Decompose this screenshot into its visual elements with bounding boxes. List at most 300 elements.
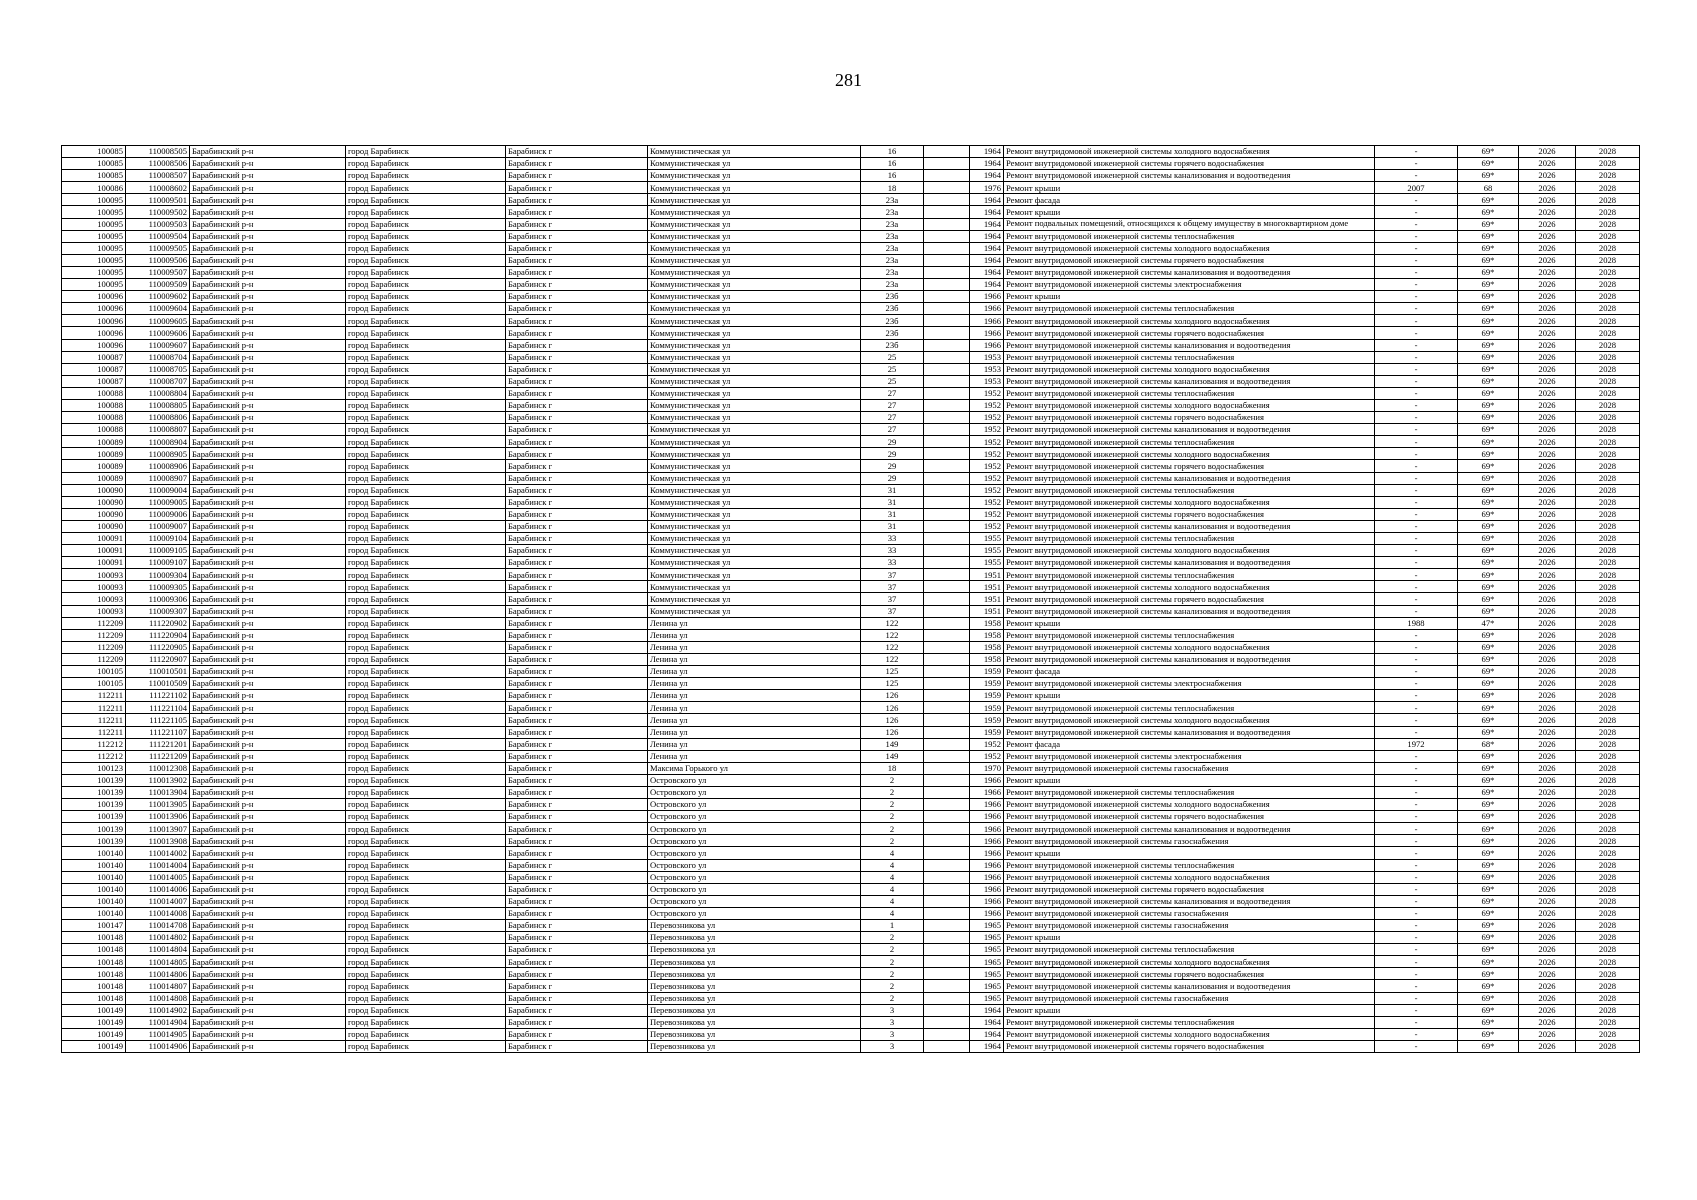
start-year-cell: 2026 xyxy=(1519,1016,1576,1028)
house-number-cell: 2 xyxy=(861,932,924,944)
building-cell xyxy=(924,291,970,303)
work-type-cell: Ремонт внутридомовой инженерной системы холодного водоснабжения xyxy=(1004,448,1375,460)
street-cell: Коммунистическая ул xyxy=(648,593,861,605)
building-cell xyxy=(924,399,970,411)
work-id-cell: 110009306 xyxy=(126,593,190,605)
municipality-cell: город Барабинск xyxy=(346,351,506,363)
district-cell: Барабинский р-н xyxy=(190,883,346,895)
last-repair-year-cell: - xyxy=(1375,424,1458,436)
last-repair-year-cell: - xyxy=(1375,254,1458,266)
district-cell: Барабинский р-н xyxy=(190,412,346,424)
work-id-cell: 110014902 xyxy=(126,1004,190,1016)
house-id-cell: 100139 xyxy=(62,774,126,786)
work-id-cell: 110008602 xyxy=(126,182,190,194)
district-cell: Барабинский р-н xyxy=(190,351,346,363)
settlement-cell: Барабинск г xyxy=(506,593,648,605)
building-cell xyxy=(924,327,970,339)
end-year-cell: 2028 xyxy=(1576,980,1640,992)
year-built-cell: 1952 xyxy=(970,399,1004,411)
district-cell: Барабинский р-н xyxy=(190,714,346,726)
municipality-cell: город Барабинск xyxy=(346,387,506,399)
work-id-cell: 111221105 xyxy=(126,714,190,726)
work-type-cell: Ремонт крыши xyxy=(1004,617,1375,629)
house-id-cell: 100140 xyxy=(62,895,126,907)
building-cell xyxy=(924,847,970,859)
wear-percent-cell: 69* xyxy=(1458,399,1519,411)
table-row xyxy=(62,992,1640,1004)
start-year-cell: 2026 xyxy=(1519,605,1576,617)
wear-percent-cell: 69* xyxy=(1458,520,1519,532)
district-cell: Барабинский р-н xyxy=(190,859,346,871)
wear-percent-cell: 69* xyxy=(1458,702,1519,714)
house-number-cell: 18 xyxy=(861,182,924,194)
wear-percent-cell: 69* xyxy=(1458,218,1519,230)
municipality-cell: город Барабинск xyxy=(346,218,506,230)
house-number-cell: 2 xyxy=(861,786,924,798)
district-cell: Барабинский р-н xyxy=(190,593,346,605)
street-cell: Коммунистическая ул xyxy=(648,327,861,339)
district-cell: Барабинский р-н xyxy=(190,484,346,496)
street-cell: Островского ул xyxy=(648,859,861,871)
end-year-cell: 2028 xyxy=(1576,387,1640,399)
table-row xyxy=(62,375,1640,387)
settlement-cell: Барабинск г xyxy=(506,823,648,835)
settlement-cell: Барабинск г xyxy=(506,303,648,315)
last-repair-year-cell: - xyxy=(1375,920,1458,932)
last-repair-year-cell: - xyxy=(1375,206,1458,218)
year-built-cell: 1964 xyxy=(970,266,1004,278)
wear-percent-cell: 69* xyxy=(1458,472,1519,484)
end-year-cell: 2028 xyxy=(1576,1004,1640,1016)
year-built-cell: 1955 xyxy=(970,533,1004,545)
municipality-cell: город Барабинск xyxy=(346,448,506,460)
settlement-cell: Барабинск г xyxy=(506,799,648,811)
house-number-cell: 2 xyxy=(861,774,924,786)
wear-percent-cell: 69* xyxy=(1458,327,1519,339)
house-id-cell: 112212 xyxy=(62,750,126,762)
table-row xyxy=(62,315,1640,327)
house-id-cell: 100147 xyxy=(62,920,126,932)
start-year-cell: 2026 xyxy=(1519,678,1576,690)
house-number-cell: 2 xyxy=(861,992,924,1004)
table-row xyxy=(62,617,1640,629)
district-cell: Барабинский р-н xyxy=(190,448,346,460)
district-cell: Барабинский р-н xyxy=(190,254,346,266)
start-year-cell: 2026 xyxy=(1519,569,1576,581)
last-repair-year-cell: - xyxy=(1375,279,1458,291)
settlement-cell: Барабинск г xyxy=(506,847,648,859)
table-row xyxy=(62,641,1640,653)
building-cell xyxy=(924,533,970,545)
start-year-cell: 2026 xyxy=(1519,351,1576,363)
start-year-cell: 2026 xyxy=(1519,158,1576,170)
work-id-cell: 110009507 xyxy=(126,266,190,278)
last-repair-year-cell: - xyxy=(1375,847,1458,859)
building-cell xyxy=(924,581,970,593)
year-built-cell: 1966 xyxy=(970,859,1004,871)
municipality-cell: город Барабинск xyxy=(346,702,506,714)
house-number-cell: 126 xyxy=(861,690,924,702)
table-row xyxy=(62,218,1640,230)
street-cell: Островского ул xyxy=(648,774,861,786)
end-year-cell: 2028 xyxy=(1576,158,1640,170)
year-built-cell: 1952 xyxy=(970,472,1004,484)
street-cell: Перевозникова ул xyxy=(648,968,861,980)
end-year-cell: 2028 xyxy=(1576,714,1640,726)
start-year-cell: 2026 xyxy=(1519,484,1576,496)
settlement-cell: Барабинск г xyxy=(506,895,648,907)
wear-percent-cell: 69* xyxy=(1458,944,1519,956)
work-id-cell: 110009501 xyxy=(126,194,190,206)
house-id-cell: 100088 xyxy=(62,387,126,399)
street-cell: Островского ул xyxy=(648,835,861,847)
house-number-cell: 23б xyxy=(861,315,924,327)
last-repair-year-cell: - xyxy=(1375,146,1458,158)
wear-percent-cell: 69* xyxy=(1458,641,1519,653)
municipality-cell: город Барабинск xyxy=(346,557,506,569)
work-id-cell: 110009509 xyxy=(126,279,190,291)
table-row xyxy=(62,823,1640,835)
last-repair-year-cell: - xyxy=(1375,194,1458,206)
end-year-cell: 2028 xyxy=(1576,811,1640,823)
house-id-cell: 100140 xyxy=(62,847,126,859)
municipality-cell: город Барабинск xyxy=(346,533,506,545)
year-built-cell: 1964 xyxy=(970,1040,1004,1052)
work-id-cell: 111220905 xyxy=(126,641,190,653)
settlement-cell: Барабинск г xyxy=(506,291,648,303)
street-cell: Коммунистическая ул xyxy=(648,436,861,448)
end-year-cell: 2028 xyxy=(1576,944,1640,956)
house-number-cell: 18 xyxy=(861,762,924,774)
end-year-cell: 2028 xyxy=(1576,436,1640,448)
last-repair-year-cell: - xyxy=(1375,799,1458,811)
work-type-cell: Ремонт внутридомовой инженерной системы холодного водоснабжения xyxy=(1004,581,1375,593)
district-cell: Барабинский р-н xyxy=(190,678,346,690)
work-id-cell: 110009004 xyxy=(126,484,190,496)
end-year-cell: 2028 xyxy=(1576,932,1640,944)
work-id-cell: 110014002 xyxy=(126,847,190,859)
work-type-cell: Ремонт внутридомовой инженерной системы электроснабжения xyxy=(1004,678,1375,690)
settlement-cell: Барабинск г xyxy=(506,738,648,750)
building-cell xyxy=(924,545,970,557)
street-cell: Коммунистическая ул xyxy=(648,569,861,581)
start-year-cell: 2026 xyxy=(1519,1040,1576,1052)
start-year-cell: 2026 xyxy=(1519,883,1576,895)
house-number-cell: 3 xyxy=(861,1040,924,1052)
municipality-cell: город Барабинск xyxy=(346,279,506,291)
work-id-cell: 110008507 xyxy=(126,170,190,182)
table-row xyxy=(62,956,1640,968)
work-id-cell: 110014008 xyxy=(126,907,190,919)
end-year-cell: 2028 xyxy=(1576,581,1640,593)
settlement-cell: Барабинск г xyxy=(506,653,648,665)
municipality-cell: город Барабинск xyxy=(346,726,506,738)
table-row xyxy=(62,545,1640,557)
wear-percent-cell: 69* xyxy=(1458,170,1519,182)
house-number-cell: 122 xyxy=(861,653,924,665)
house-number-cell: 4 xyxy=(861,883,924,895)
street-cell: Перевозникова ул xyxy=(648,944,861,956)
last-repair-year-cell: - xyxy=(1375,363,1458,375)
settlement-cell: Барабинск г xyxy=(506,702,648,714)
year-built-cell: 1966 xyxy=(970,907,1004,919)
table-row xyxy=(62,182,1640,194)
building-cell xyxy=(924,811,970,823)
start-year-cell: 2026 xyxy=(1519,956,1576,968)
last-repair-year-cell: - xyxy=(1375,593,1458,605)
building-cell xyxy=(924,448,970,460)
district-cell: Барабинский р-н xyxy=(190,303,346,315)
work-id-cell: 110008707 xyxy=(126,375,190,387)
house-id-cell: 100085 xyxy=(62,170,126,182)
table-row xyxy=(62,799,1640,811)
building-cell xyxy=(924,146,970,158)
municipality-cell: город Барабинск xyxy=(346,412,506,424)
house-id-cell: 100096 xyxy=(62,327,126,339)
wear-percent-cell: 69* xyxy=(1458,254,1519,266)
work-id-cell: 110009104 xyxy=(126,533,190,545)
settlement-cell: Барабинск г xyxy=(506,1004,648,1016)
building-cell xyxy=(924,666,970,678)
building-cell xyxy=(924,774,970,786)
end-year-cell: 2028 xyxy=(1576,702,1640,714)
work-id-cell: 110014807 xyxy=(126,980,190,992)
last-repair-year-cell: - xyxy=(1375,375,1458,387)
house-number-cell: 37 xyxy=(861,581,924,593)
work-type-cell: Ремонт внутридомовой инженерной системы теплоснабжения xyxy=(1004,351,1375,363)
municipality-cell: город Барабинск xyxy=(346,242,506,254)
wear-percent-cell: 69* xyxy=(1458,980,1519,992)
house-number-cell: 37 xyxy=(861,593,924,605)
district-cell: Барабинский р-н xyxy=(190,146,346,158)
end-year-cell: 2028 xyxy=(1576,835,1640,847)
district-cell: Барабинский р-н xyxy=(190,508,346,520)
house-id-cell: 100105 xyxy=(62,678,126,690)
end-year-cell: 2028 xyxy=(1576,593,1640,605)
house-number-cell: 3 xyxy=(861,1028,924,1040)
wear-percent-cell: 69* xyxy=(1458,907,1519,919)
house-id-cell: 100095 xyxy=(62,279,126,291)
district-cell: Барабинский р-н xyxy=(190,726,346,738)
year-built-cell: 1966 xyxy=(970,847,1004,859)
work-id-cell: 110014805 xyxy=(126,956,190,968)
table-row xyxy=(62,170,1640,182)
building-cell xyxy=(924,1040,970,1052)
street-cell: Перевозникова ул xyxy=(648,920,861,932)
district-cell: Барабинский р-н xyxy=(190,315,346,327)
street-cell: Ленина ул xyxy=(648,666,861,678)
end-year-cell: 2028 xyxy=(1576,629,1640,641)
wear-percent-cell: 69* xyxy=(1458,956,1519,968)
last-repair-year-cell: - xyxy=(1375,992,1458,1004)
district-cell: Барабинский р-н xyxy=(190,520,346,532)
street-cell: Ленина ул xyxy=(648,726,861,738)
municipality-cell: город Барабинск xyxy=(346,690,506,702)
building-cell xyxy=(924,375,970,387)
table-row xyxy=(62,569,1640,581)
settlement-cell: Барабинск г xyxy=(506,387,648,399)
house-number-cell: 27 xyxy=(861,387,924,399)
municipality-cell: город Барабинск xyxy=(346,1016,506,1028)
work-id-cell: 110009107 xyxy=(126,557,190,569)
house-id-cell: 100096 xyxy=(62,315,126,327)
year-built-cell: 1966 xyxy=(970,291,1004,303)
settlement-cell: Барабинск г xyxy=(506,339,648,351)
house-number-cell: 25 xyxy=(861,351,924,363)
work-type-cell: Ремонт внутридомовой инженерной системы холодного водоснабжения xyxy=(1004,399,1375,411)
work-id-cell: 110009504 xyxy=(126,230,190,242)
last-repair-year-cell: - xyxy=(1375,291,1458,303)
work-type-cell: Ремонт внутридомовой инженерной системы горячего водоснабжения xyxy=(1004,968,1375,980)
work-type-cell: Ремонт внутридомовой инженерной системы теплоснабжения xyxy=(1004,786,1375,798)
end-year-cell: 2028 xyxy=(1576,424,1640,436)
start-year-cell: 2026 xyxy=(1519,206,1576,218)
last-repair-year-cell: - xyxy=(1375,726,1458,738)
street-cell: Коммунистическая ул xyxy=(648,194,861,206)
last-repair-year-cell: - xyxy=(1375,1004,1458,1016)
year-built-cell: 1958 xyxy=(970,641,1004,653)
settlement-cell: Барабинск г xyxy=(506,968,648,980)
work-type-cell: Ремонт внутридомовой инженерной системы горячего водоснабжения xyxy=(1004,327,1375,339)
last-repair-year-cell: - xyxy=(1375,533,1458,545)
table-row xyxy=(62,279,1640,291)
building-cell xyxy=(924,593,970,605)
end-year-cell: 2028 xyxy=(1576,194,1640,206)
last-repair-year-cell: - xyxy=(1375,484,1458,496)
house-number-cell: 2 xyxy=(861,980,924,992)
work-id-cell: 110008904 xyxy=(126,436,190,448)
house-number-cell: 125 xyxy=(861,678,924,690)
table-row xyxy=(62,653,1640,665)
last-repair-year-cell: - xyxy=(1375,823,1458,835)
year-built-cell: 1959 xyxy=(970,690,1004,702)
work-id-cell: 111220902 xyxy=(126,617,190,629)
work-type-cell: Ремонт внутридомовой инженерной системы холодного водоснабжения xyxy=(1004,146,1375,158)
year-built-cell: 1959 xyxy=(970,666,1004,678)
table-row xyxy=(62,557,1640,569)
table-row xyxy=(62,520,1640,532)
last-repair-year-cell: - xyxy=(1375,690,1458,702)
settlement-cell: Барабинск г xyxy=(506,146,648,158)
house-id-cell: 100149 xyxy=(62,1016,126,1028)
municipality-cell: город Барабинск xyxy=(346,1028,506,1040)
house-id-cell: 100140 xyxy=(62,883,126,895)
work-type-cell: Ремонт подвальных помещений, относящихся к общему имуществу в многоквартирном доме xyxy=(1004,218,1375,230)
house-id-cell: 100139 xyxy=(62,799,126,811)
end-year-cell: 2028 xyxy=(1576,786,1640,798)
settlement-cell: Барабинск г xyxy=(506,774,648,786)
street-cell: Коммунистическая ул xyxy=(648,412,861,424)
start-year-cell: 2026 xyxy=(1519,762,1576,774)
municipality-cell: город Барабинск xyxy=(346,629,506,641)
work-type-cell: Ремонт внутридомовой инженерной системы теплоснабжения xyxy=(1004,702,1375,714)
municipality-cell: город Барабинск xyxy=(346,146,506,158)
building-cell xyxy=(924,653,970,665)
municipality-cell: город Барабинск xyxy=(346,750,506,762)
district-cell: Барабинский р-н xyxy=(190,182,346,194)
building-cell xyxy=(924,230,970,242)
table-row xyxy=(62,1040,1640,1052)
start-year-cell: 2026 xyxy=(1519,303,1576,315)
work-id-cell: 110009502 xyxy=(126,206,190,218)
work-id-cell: 110013905 xyxy=(126,799,190,811)
house-id-cell: 100105 xyxy=(62,666,126,678)
last-repair-year-cell: - xyxy=(1375,1028,1458,1040)
house-id-cell: 100091 xyxy=(62,533,126,545)
wear-percent-cell: 69* xyxy=(1458,895,1519,907)
street-cell: Перевозникова ул xyxy=(648,1004,861,1016)
house-id-cell: 100086 xyxy=(62,182,126,194)
end-year-cell: 2028 xyxy=(1576,508,1640,520)
district-cell: Барабинский р-н xyxy=(190,291,346,303)
work-id-cell: 110014708 xyxy=(126,920,190,932)
district-cell: Барабинский р-н xyxy=(190,871,346,883)
work-id-cell: 110008704 xyxy=(126,351,190,363)
wear-percent-cell: 69* xyxy=(1458,484,1519,496)
building-cell xyxy=(924,895,970,907)
wear-percent-cell: 69* xyxy=(1458,158,1519,170)
street-cell: Коммунистическая ул xyxy=(648,182,861,194)
table-row xyxy=(62,1028,1640,1040)
house-number-cell: 126 xyxy=(861,726,924,738)
end-year-cell: 2028 xyxy=(1576,266,1640,278)
settlement-cell: Барабинск г xyxy=(506,230,648,242)
settlement-cell: Барабинск г xyxy=(506,871,648,883)
building-cell xyxy=(924,980,970,992)
table-row xyxy=(62,762,1640,774)
house-id-cell: 100088 xyxy=(62,412,126,424)
house-id-cell: 112211 xyxy=(62,714,126,726)
district-cell: Барабинский р-н xyxy=(190,399,346,411)
year-built-cell: 1958 xyxy=(970,617,1004,629)
wear-percent-cell: 69* xyxy=(1458,496,1519,508)
house-number-cell: 122 xyxy=(861,641,924,653)
house-number-cell: 126 xyxy=(861,714,924,726)
work-type-cell: Ремонт внутридомовой инженерной системы теплоснабжения xyxy=(1004,533,1375,545)
work-type-cell: Ремонт внутридомовой инженерной системы канализования и водоотведения xyxy=(1004,557,1375,569)
end-year-cell: 2028 xyxy=(1576,823,1640,835)
municipality-cell: город Барабинск xyxy=(346,254,506,266)
district-cell: Барабинский р-н xyxy=(190,653,346,665)
last-repair-year-cell: - xyxy=(1375,907,1458,919)
wear-percent-cell: 69* xyxy=(1458,629,1519,641)
start-year-cell: 2026 xyxy=(1519,375,1576,387)
year-built-cell: 1964 xyxy=(970,170,1004,182)
year-built-cell: 1966 xyxy=(970,786,1004,798)
table-row xyxy=(62,1004,1640,1016)
start-year-cell: 2026 xyxy=(1519,1004,1576,1016)
work-type-cell: Ремонт внутридомовой инженерной системы холодного водоснабжения xyxy=(1004,714,1375,726)
last-repair-year-cell: - xyxy=(1375,605,1458,617)
end-year-cell: 2028 xyxy=(1576,206,1640,218)
municipality-cell: город Барабинск xyxy=(346,944,506,956)
house-id-cell: 100091 xyxy=(62,557,126,569)
settlement-cell: Барабинск г xyxy=(506,835,648,847)
district-cell: Барабинский р-н xyxy=(190,968,346,980)
table-row xyxy=(62,230,1640,242)
settlement-cell: Барабинск г xyxy=(506,496,648,508)
end-year-cell: 2028 xyxy=(1576,315,1640,327)
work-id-cell: 110008505 xyxy=(126,146,190,158)
house-id-cell: 112209 xyxy=(62,629,126,641)
street-cell: Ленина ул xyxy=(648,690,861,702)
house-id-cell: 100088 xyxy=(62,424,126,436)
work-type-cell: Ремонт внутридомовой инженерной системы горячего водоснабжения xyxy=(1004,1040,1375,1052)
work-id-cell: 111220907 xyxy=(126,653,190,665)
end-year-cell: 2028 xyxy=(1576,992,1640,1004)
building-cell xyxy=(924,786,970,798)
wear-percent-cell: 69* xyxy=(1458,230,1519,242)
